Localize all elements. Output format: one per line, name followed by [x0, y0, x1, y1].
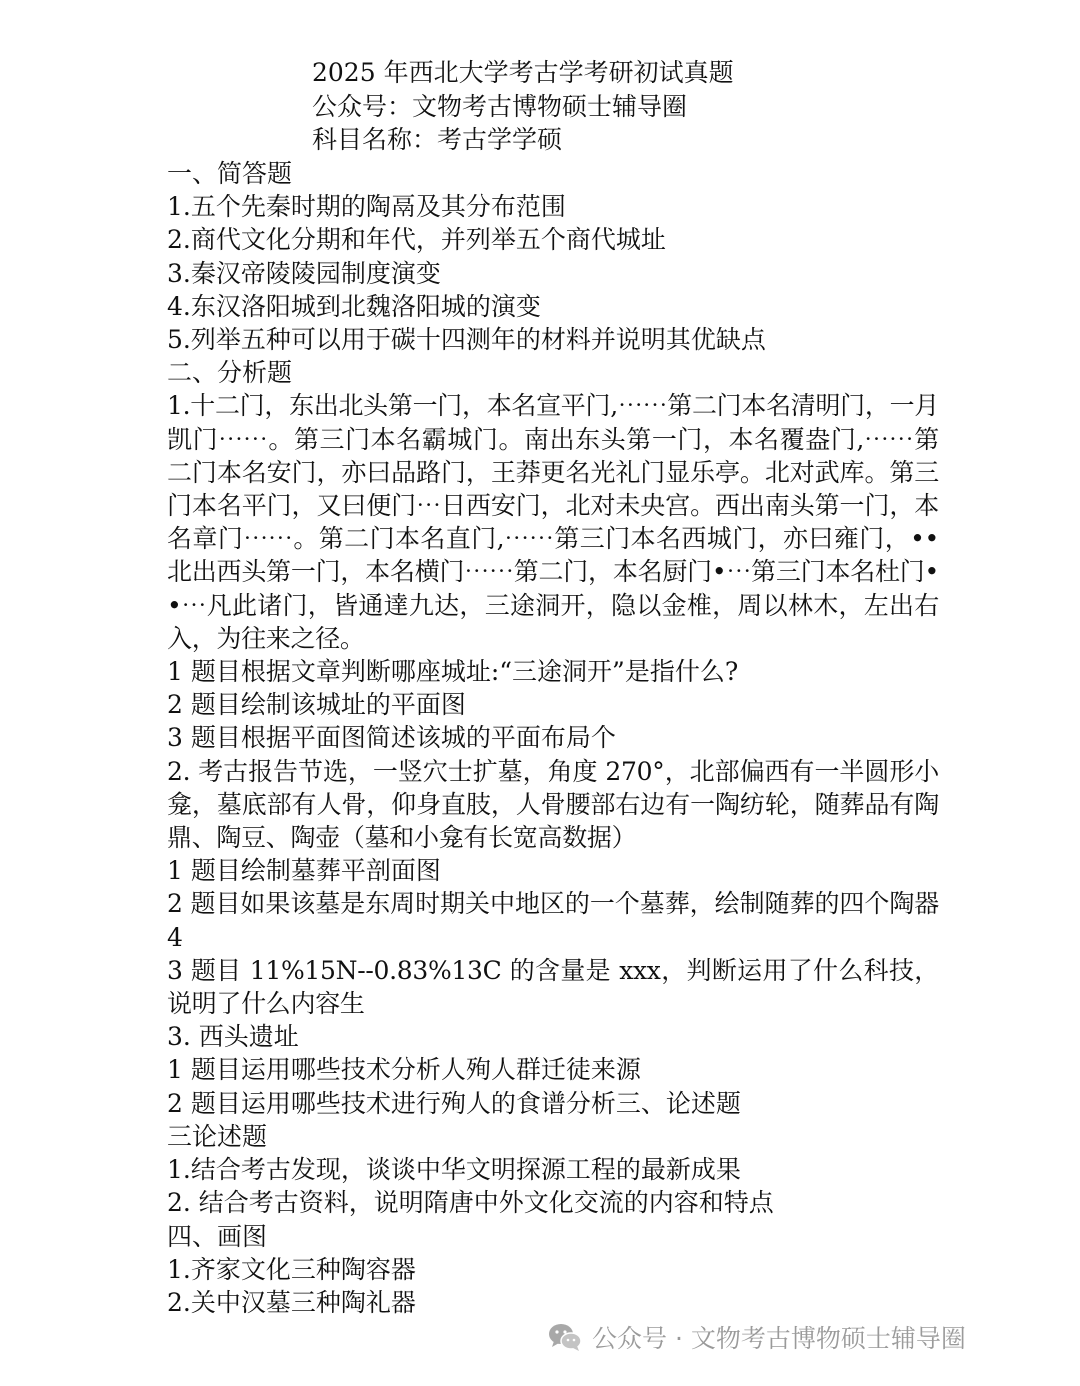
analysis-q3-subquestion: 1 题目运用哪些技术分析人殉人群迁徒来源 [167, 1055, 641, 1085]
short-answer-item: 1.五个先秦时期的陶鬲及其分布范围 [167, 192, 566, 222]
analysis-q3-subquestion: 2 题目运用哪些技术进行殉人的食谱分析三、论述题 [167, 1088, 741, 1118]
short-answer-item: 3.秦汉帝陵陵园制度演变 [167, 258, 441, 288]
section-heading-short-answer: 一、简答题 [167, 159, 293, 188]
analysis-q2-passage: 2. 考古报告节选，一竖穴士扩墓，角度 270°，北部偏西有一半圆形小龛，墓底部有人骨，仰身直肢，人骨腰部右边有一陶纺轮，随葬品有陶鼎、陶豆、陶壶（墓和小龛有长宽高数据） [167, 756, 939, 853]
analysis-q2-subquestion: 1 题目绘制墓葬平剖面图 [167, 856, 441, 886]
short-answer-item: 4.东汉洛阳城到北魏洛阳城的演变 [167, 291, 541, 321]
watermark-text: 公众号 · 文物考古博物硕士辅导圈 [592, 1324, 966, 1353]
analysis-q3-title: 3. 西头遗址 [167, 1022, 299, 1052]
subject-name: 科目名称：考古学学硕 [312, 125, 563, 154]
short-answer-item: 5.列举五种可以用于碳十四测年的材料并说明其优缺点 [167, 325, 766, 355]
analysis-q1-subquestion: 2 题目绘制该城址的平面图 [167, 690, 466, 720]
page-subtitle: 公众号：文物考古博物硕士辅导圈 [312, 92, 688, 121]
analysis-q1-subquestion: 3 题目根据平面图简述该城的平面布局个 [167, 723, 616, 753]
drawing-item: 2.关中汉墓三种陶礼器 [167, 1287, 416, 1317]
section-heading-analysis: 二、分析题 [167, 358, 293, 388]
section-heading-drawing: 四、画图 [167, 1221, 268, 1251]
short-answer-item: 2.商代文化分期和年代，并列举五个商代城址 [167, 225, 666, 255]
wechat-icon [548, 1322, 582, 1352]
account-watermark [548, 1317, 966, 1357]
section-heading-essay: 三论述题 [167, 1121, 268, 1151]
exam-body [167, 157, 939, 1319]
essay-item: 1.结合考古发现，谈谈中华文明探源工程的最新成果 [167, 1155, 741, 1185]
page-title: 2025 年西北大学考古学考研初试真题 [312, 58, 734, 87]
analysis-q2-subquestion: 2 题目如果该墓是东周时期关中地区的一个墓葬，绘制随葬的四个陶器 4 [167, 889, 939, 952]
analysis-q1-subquestion: 1 题目根据文章判断哪座城址:“三途洞开”是指什么? [167, 657, 739, 687]
analysis-q1-passage: 1.十二门，东出北头第一门，本名宣平门,⋯⋯第二门本名清明门，一月凯门⋯⋯。第三门本名霸城门。南出东头第一门，本名覆盎门,⋯⋯第二门本名安门，亦曰品路门，王莽更名光礼门显乐亭。北对武库。第三门本名平门，又曰便门⋯日西安门，北对未央宫。西出南头第一门，本名章门⋯⋯。第二门本名直门,⋯⋯第三门本名西城门，亦曰雍门，••北出西头第一门，本名横门⋯⋯第二门，本名厨门•⋯第三门本名杜门••⋯凡此诸门，皆通達九达，三途洞开，隐以金椎，周以林木，左出右入，为往来之径。 [167, 391, 939, 653]
analysis-q2-subquestion: 3 题目 11%15N--0.83%13C 的含量是 xxx，判断运用了什么科技，说明了什么内容生 [167, 955, 939, 1019]
essay-item: 2. 结合考古资料，说明隋唐中外文化交流的内容和特点 [167, 1188, 774, 1218]
drawing-item: 1.齐家文化三种陶容器 [167, 1254, 416, 1284]
